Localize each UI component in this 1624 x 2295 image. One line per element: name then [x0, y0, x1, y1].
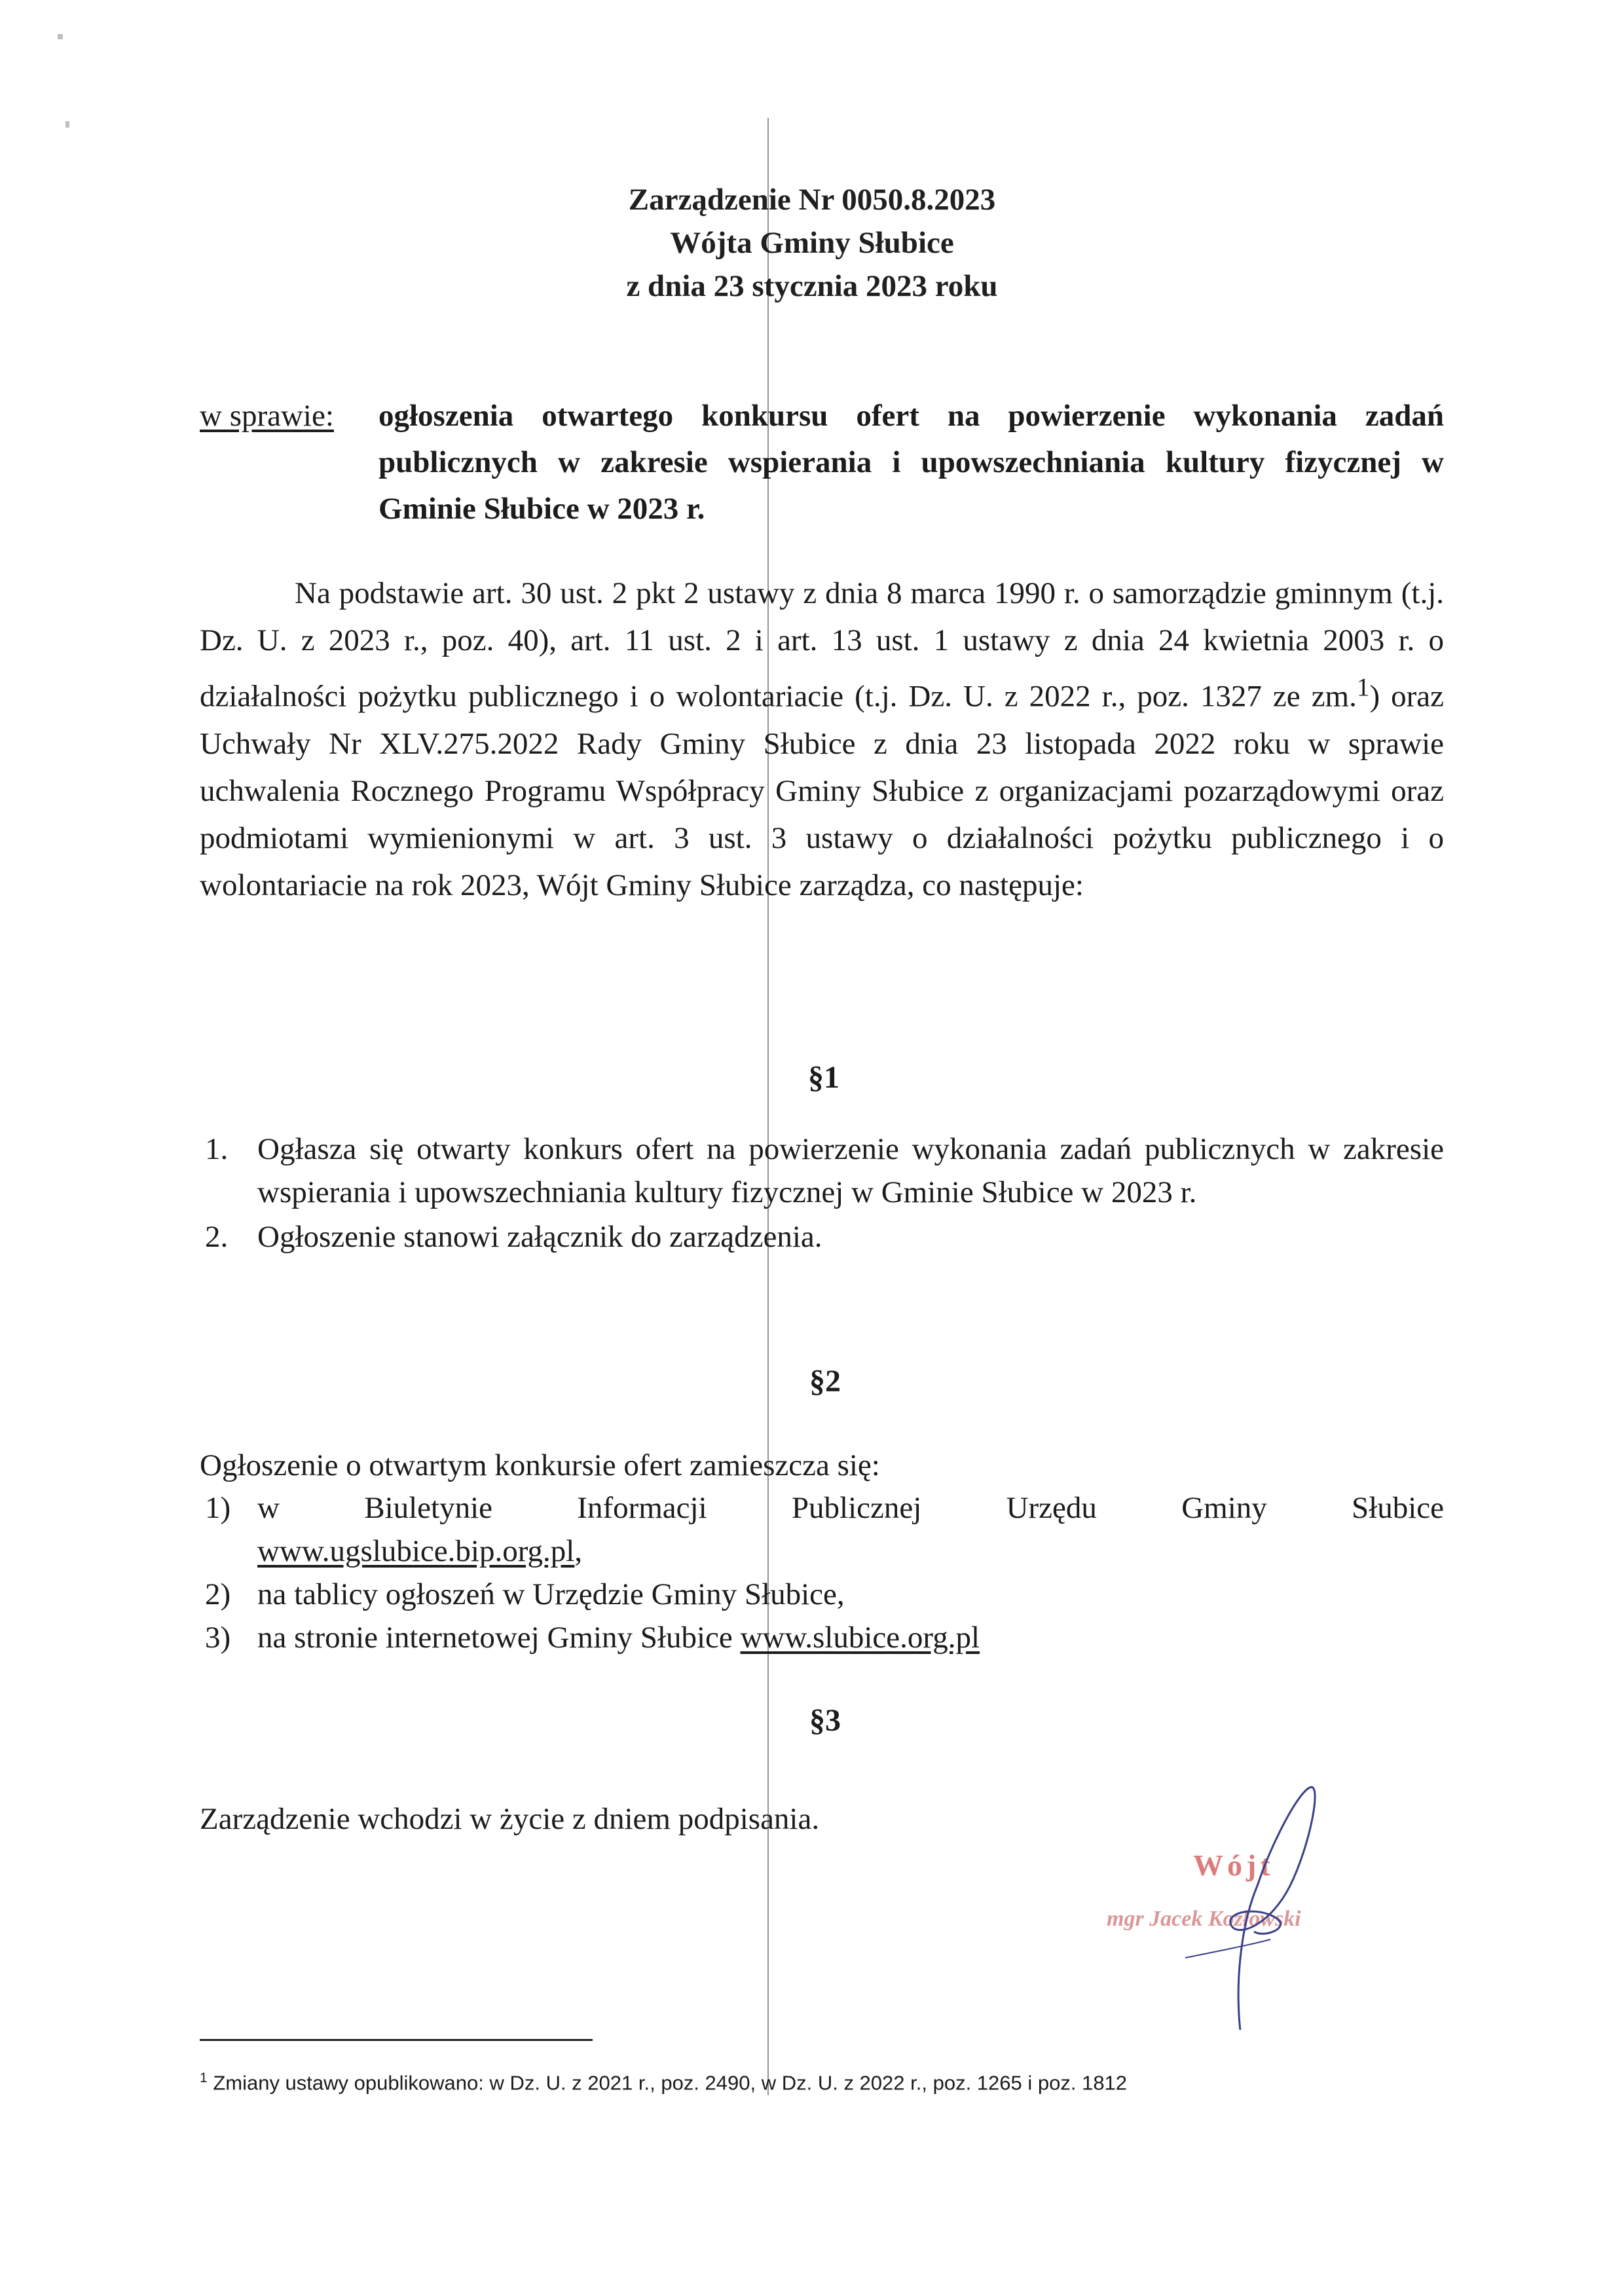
section-1-sign: §1	[808, 1060, 840, 1095]
footnote-reference: 1	[1356, 673, 1370, 701]
scan-speck	[58, 34, 63, 39]
word: Gminy	[1181, 1491, 1267, 1525]
section-3-sign: §3	[809, 1703, 841, 1738]
bip-link[interactable]: www.ugslubice.bip.org.pl	[257, 1534, 575, 1568]
stamp-name: mgr Jacek Kozłowski	[1107, 1907, 1301, 1931]
list-item-text	[257, 1486, 1444, 1530]
list-item-text: Ogłoszenie stanowi załącznik do zarządzenia.	[257, 1220, 822, 1254]
section-2-list	[200, 1486, 1444, 1659]
list-item-text: na stronie internetowej Gminy Słubice	[257, 1621, 741, 1655]
list-item-number: 2.	[205, 1220, 229, 1254]
footnote-mark: 1	[200, 2070, 208, 2085]
stamp-title: Wójt	[1193, 1848, 1274, 1882]
document-issuer: Wójta Gminy Słubice	[670, 226, 954, 260]
word: Urzędu	[1006, 1491, 1097, 1525]
word: Informacji	[577, 1491, 707, 1525]
legal-basis-text-cont: ) oraz Uchwały Nr XLV.275.2022 Rady Gminy Słubice z dnia 23 listopada 2022 roku w sprawie uchwalenia Rocznego Programu Współpracy Gminy Słubice z organizacjami pozarządowymi oraz podmiotami wymienionymi w art. 3 ust. 3 ustawy o działalności pożytku publicznego i o wolontariacie na rok 2023, Wójt Gminy Słubice zarządza, co następuje:	[200, 679, 1444, 902]
scan-speck	[65, 121, 69, 128]
list-item	[200, 1215, 1444, 1258]
legal-basis-text: Na podstawie art. 30 ust. 2 pkt 2 ustawy z dnia 8 marca 1990 r. o samorządzie gminnym (t.j. Dz. U. z 2023 r., poz. 40), art. 11 ust. 2 i art. 13 ust. 1 ustawy z dnia 24 kwietnia 2003 r. o działalności pożytku publicznego i o wolontariacie (t.j. Dz. U. z 2022 r., poz. 1327 ze zm.	[200, 576, 1444, 714]
list-item-number: 3)	[205, 1621, 231, 1655]
word: w	[257, 1491, 280, 1525]
word: Biuletynie	[364, 1491, 493, 1525]
footnote-text: Zmiany ustawy opublikowano: w Dz. U. z 2021 r., poz. 2490, w Dz. U. z 2022 r., poz. 1265 i poz. 1812	[213, 2071, 1128, 2095]
document-title: Zarządzenie Nr 0050.8.2023	[628, 183, 996, 217]
list-item-text: Ogłasza się otwarty konkurs ofert na powierzenie wykonania zadań publicznych w zakresie wspierania i upowszechniania kultury fizycznej w Gminie Słubice w 2023 r.	[257, 1132, 1444, 1209]
legal-basis-paragraph	[200, 570, 1444, 909]
word: Słubice	[1352, 1491, 1444, 1525]
word: Publicznej	[791, 1491, 922, 1525]
section-2-sign: §2	[809, 1364, 841, 1399]
section-3-text: Zarządzenie wchodzi w życie z dniem podpisania.	[200, 1802, 820, 1836]
footnote-divider	[200, 2039, 593, 2041]
document-date: z dnia 23 stycznia 2023 roku	[626, 269, 998, 303]
list-item	[200, 1486, 1444, 1573]
list-item-trail: ,	[574, 1534, 583, 1568]
subject-label: w sprawie:	[200, 399, 334, 433]
website-link[interactable]: www.slubice.org.pl	[740, 1621, 980, 1655]
list-item	[200, 1616, 1444, 1659]
signature-image	[1107, 1768, 1434, 2030]
list-item	[200, 1573, 1444, 1616]
list-item	[200, 1128, 1444, 1214]
section-2-intro: Ogłoszenie o otwartym konkursie ofert zamieszcza się:	[200, 1448, 880, 1482]
section-1-list	[200, 1128, 1444, 1258]
list-item-text: na tablicy ogłoszeń w Urzędzie Gminy Słubice,	[257, 1577, 845, 1611]
list-item-number: 1)	[205, 1491, 231, 1525]
list-item-number: 2)	[205, 1577, 231, 1611]
subject-text: ogłoszenia otwartego konkursu ofert na powierzenie wykonania zadań publicznych w zakresie wspierania i upowszechniania kultury fizycznej w Gminie Słubice w 2023 r.	[378, 399, 1444, 526]
footnote	[200, 2064, 1444, 2097]
list-item-number: 1.	[205, 1132, 229, 1166]
document-header	[458, 178, 1166, 308]
